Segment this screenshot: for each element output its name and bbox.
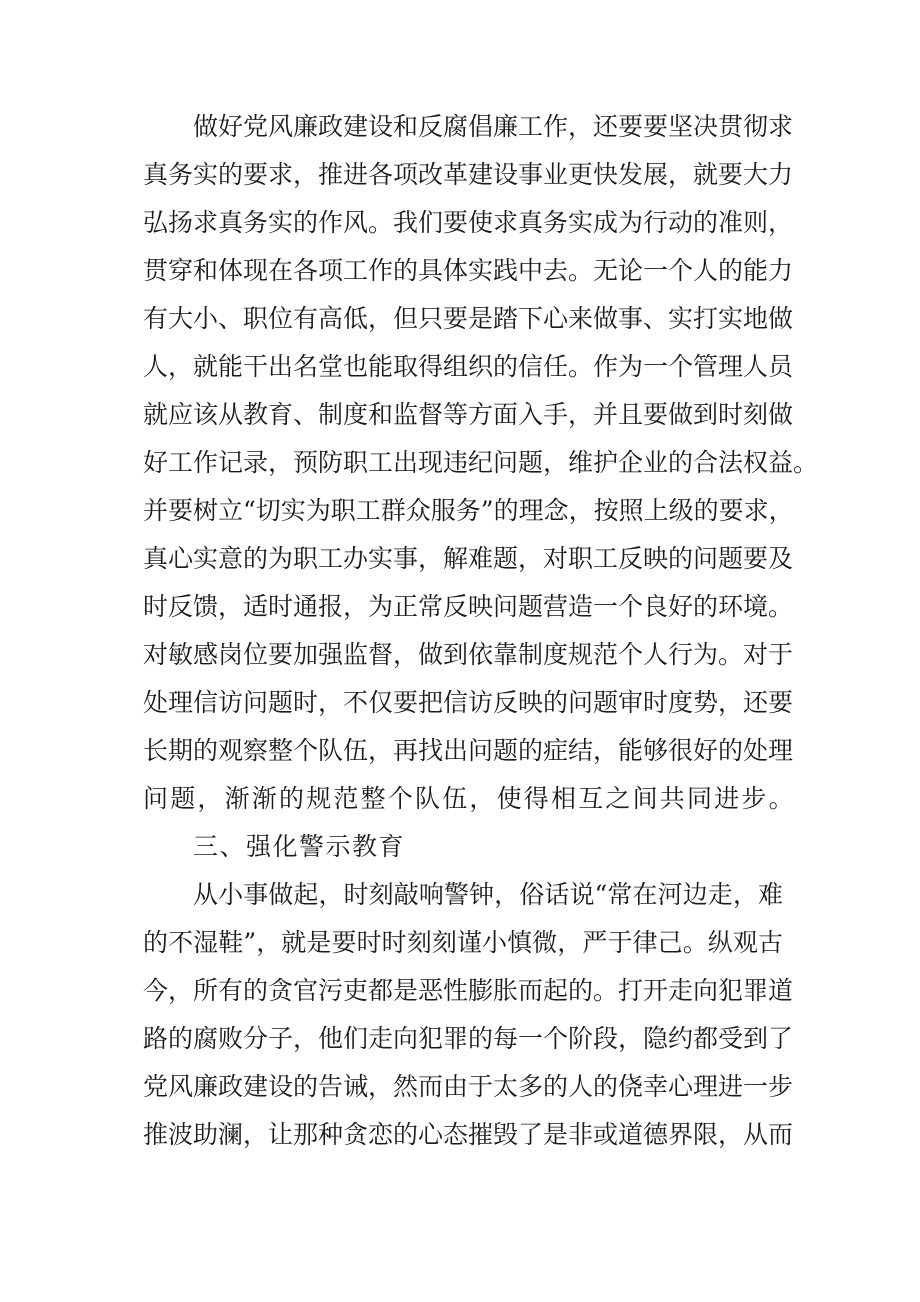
paragraph-line: 推波助澜，让那种贪恋的心态摧毁了是非或道德界限，从而 [143,1120,794,1149]
paragraph-honest-governance [143,103,819,823]
paragraph-line: 对敏感岗位要加强监督，做到依靠制度规范个人行为。对于 [143,640,794,669]
paragraph-line: 并要树立“切实为职工群众服务”的理念，按照上级的要求， [143,496,794,525]
paragraph-line: 做好党风廉政建设和反腐倡廉工作，还要要坚决贯彻求 [193,112,794,141]
paragraph-line: 的不湿鞋”，就是要时时刻刻谨小慎微，严于律己。纵观古 [143,928,783,957]
paragraph-line: 从小事做起，时刻敲响警钟，俗话说“常在河边走，难 [193,880,783,909]
paragraph-line: 就应该从教育、制度和监督等方面入手，并且要做到时刻做 [143,400,794,429]
paragraph-line: 真务实的要求，推进各项改革建设事业更快发展，就要大力 [143,160,794,189]
section-heading: 三、强化警示教育 [193,832,406,861]
paragraph-line: 路的腐败分子，他们走向犯罪的每一个阶段，隐约都受到了 [143,1024,794,1053]
paragraph-line: 真心实意的为职工办实事，解难题，对职工反映的问题要及 [143,544,794,573]
paragraph-line: 人，就能干出名堂也能取得组织的信任。作为一个管理人员 [143,352,794,381]
paragraph-line: 时反馈，适时通报，为正常反映问题营造一个良好的环境。 [143,592,794,621]
paragraph-line: 处理信访问题时，不仅要把信访反映的问题审时度势，还要 [143,688,794,717]
paragraph-line: 长期的观察整个队伍，再找出问题的症结，能够很好的处理 [143,736,794,765]
paragraph-warning-education [143,871,794,1159]
section-heading-block [143,823,783,871]
paragraph-line: 好工作记录，预防职工出现违纪问题，维护企业的合法权益。 [143,448,819,477]
paragraph-line: 党风廉政建设的告诫，然而由于太多的人的侥幸心理进一步 [143,1072,794,1101]
paragraph-line: 今，所有的贪官污吏都是恶性膨胀而起的。打开走向犯罪道 [143,976,794,1005]
paragraph-line: 贯穿和体现在各项工作的具体实践中去。无论一个人的能力 [143,256,794,285]
paragraph-line: 有大小、职位有高低，但只要是踏下心来做事、实打实地做 [143,304,794,333]
paragraph-line: 弘扬求真务实的作风。我们要使求真务实成为行动的准则， [143,208,794,237]
paragraph-line: 问题，渐渐的规范整个队伍，使得相互之间共同进步。 [143,784,796,813]
